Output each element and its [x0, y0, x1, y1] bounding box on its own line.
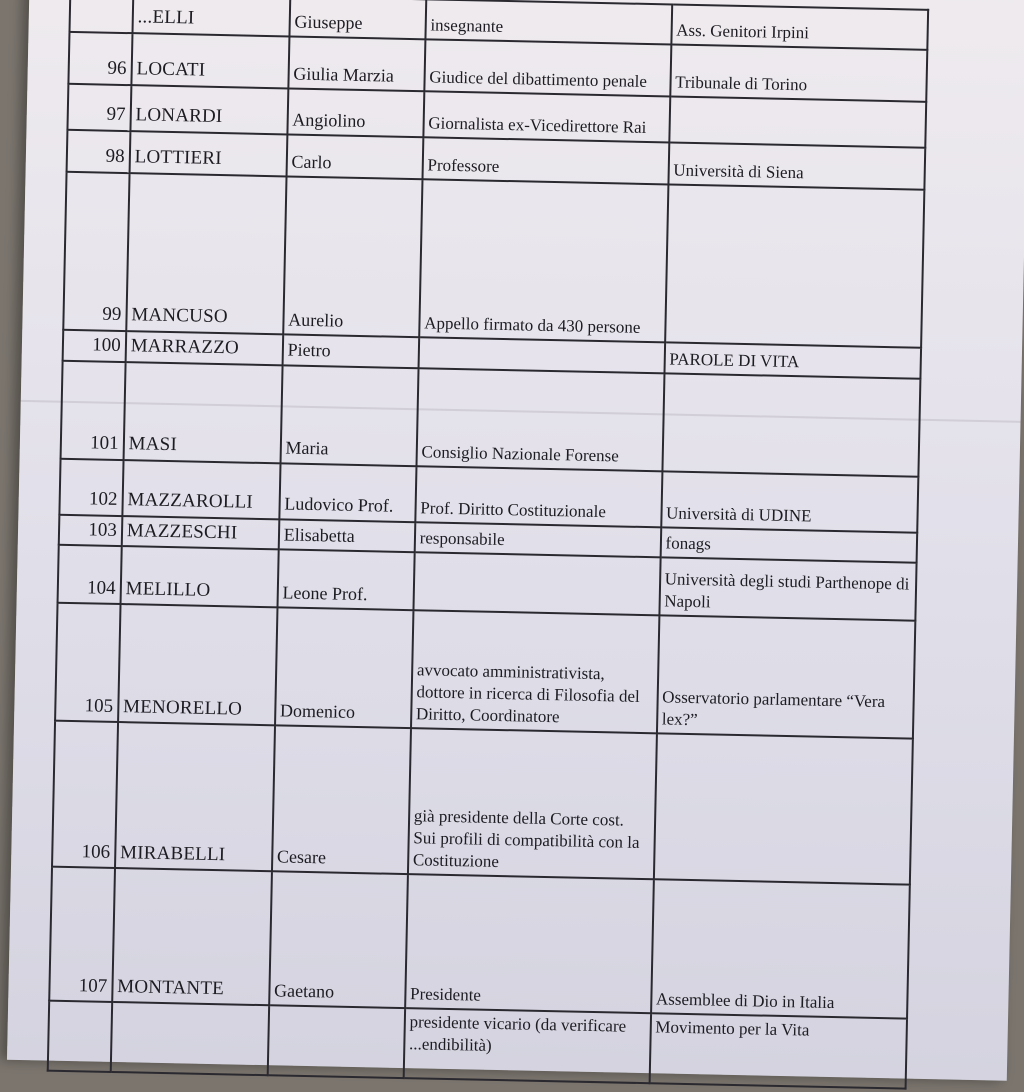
surname-cell: MASI — [123, 362, 282, 463]
organization-cell — [662, 373, 920, 476]
role-cell: Consiglio Nazionale Forense — [416, 368, 664, 471]
surname-cell: MENORELLO — [118, 604, 277, 725]
organization-cell: Movimento per la Vita — [649, 1014, 907, 1089]
organization-cell: Osservatorio parlamentare “Vera lex?” — [657, 616, 916, 739]
table-row — [49, 867, 910, 1019]
role-cell — [418, 337, 664, 373]
paper-sheet — [7, 0, 1024, 1081]
role-cell: avvocato amministrativista, dottore in ricerca di Filosofia del Diritto, Coordinatore — [411, 611, 659, 734]
first-name-cell: Pietro — [282, 334, 419, 368]
first-name-cell — [267, 1006, 404, 1079]
first-name-cell: Cesare — [272, 726, 411, 875]
row-number — [70, 0, 134, 33]
role-cell: Appello firmato da 430 persone — [419, 179, 668, 342]
organization-cell — [653, 734, 912, 885]
row-number — [48, 1001, 112, 1072]
role-cell: Prof. Diritto Costituzionale — [415, 466, 662, 527]
role-cell: insegnante — [425, 0, 672, 44]
role-cell: Giornalista ex-Vicedirettore Rai — [423, 91, 670, 142]
first-name-cell: Carlo — [286, 134, 423, 179]
first-name-cell: Elisabetta — [278, 519, 415, 553]
table-row — [52, 721, 913, 885]
table-row — [61, 360, 921, 476]
first-name-cell: Ludovico Prof. — [279, 463, 416, 522]
surname-cell: MELILLO — [120, 546, 278, 607]
first-name-cell: Aurelio — [283, 176, 422, 337]
surname-cell — [110, 1002, 268, 1075]
surname-cell: ...ELLI — [132, 0, 290, 36]
surname-cell: MONTANTE — [112, 868, 272, 1005]
table-row — [63, 172, 924, 348]
organization-cell: Università di UDINE — [661, 471, 919, 532]
role-cell: Professore — [422, 137, 669, 184]
row-number: 97 — [67, 84, 131, 131]
row-number: 103 — [59, 514, 122, 546]
row-number: 100 — [63, 330, 126, 362]
table-row — [55, 603, 915, 739]
first-name-cell: Domenico — [275, 608, 413, 729]
first-name-cell: Maria — [280, 365, 418, 466]
role-cell: presidente vicario (da verificare ...endibilità) — [403, 1008, 650, 1083]
row-number: 101 — [61, 360, 126, 459]
role-cell: già presidente della Corte cost. Sui profili di compatibilità con la Costituzione — [408, 729, 657, 880]
row-number: 104 — [58, 545, 122, 604]
row-number: 105 — [55, 603, 120, 722]
roster-table — [47, 0, 929, 1090]
row-number: 96 — [68, 32, 132, 85]
row-number: 106 — [52, 721, 118, 868]
organization-cell: Assemblee di Dio in Italia — [651, 880, 910, 1019]
role-cell: Presidente — [405, 874, 654, 1013]
role-cell: Giudice del dibattimento penale — [424, 39, 671, 96]
surname-cell: LOTTIERI — [129, 131, 287, 176]
first-name-cell: Giulia Marzia — [288, 36, 425, 91]
row-number: 102 — [59, 458, 123, 515]
first-name-cell: Gaetano — [269, 872, 408, 1009]
first-name-cell: Leone Prof. — [277, 550, 414, 611]
first-name-cell: Angiolino — [287, 88, 424, 137]
organization-cell: Università di Siena — [668, 142, 925, 189]
organization-cell: Ass. Genitori Irpini — [671, 4, 928, 49]
organization-cell: fonags — [660, 527, 917, 563]
first-name-cell: Giuseppe — [289, 0, 426, 39]
organization-cell — [665, 184, 925, 347]
row-number: 107 — [49, 867, 115, 1002]
organization-cell — [669, 96, 926, 147]
organization-cell: Tribunale di Torino — [670, 44, 927, 101]
row-number: 99 — [63, 172, 129, 331]
organization-cell: PAROLE DI VITA — [664, 342, 921, 378]
surname-cell: MAZZESCHI — [122, 516, 280, 550]
role-cell — [413, 553, 660, 616]
surname-cell: MAZZAROLLI — [122, 460, 280, 519]
surname-cell: LOCATI — [131, 33, 289, 88]
organization-cell: Università degli studi Parthenope di Napoli — [659, 558, 917, 621]
role-cell: responsabile — [414, 522, 660, 558]
surname-cell: MIRABELLI — [115, 722, 275, 871]
row-number: 98 — [67, 130, 131, 173]
surname-cell: MARRAZZO — [125, 331, 283, 365]
surname-cell: MANCUSO — [126, 173, 286, 334]
surname-cell: LONARDI — [130, 85, 288, 134]
